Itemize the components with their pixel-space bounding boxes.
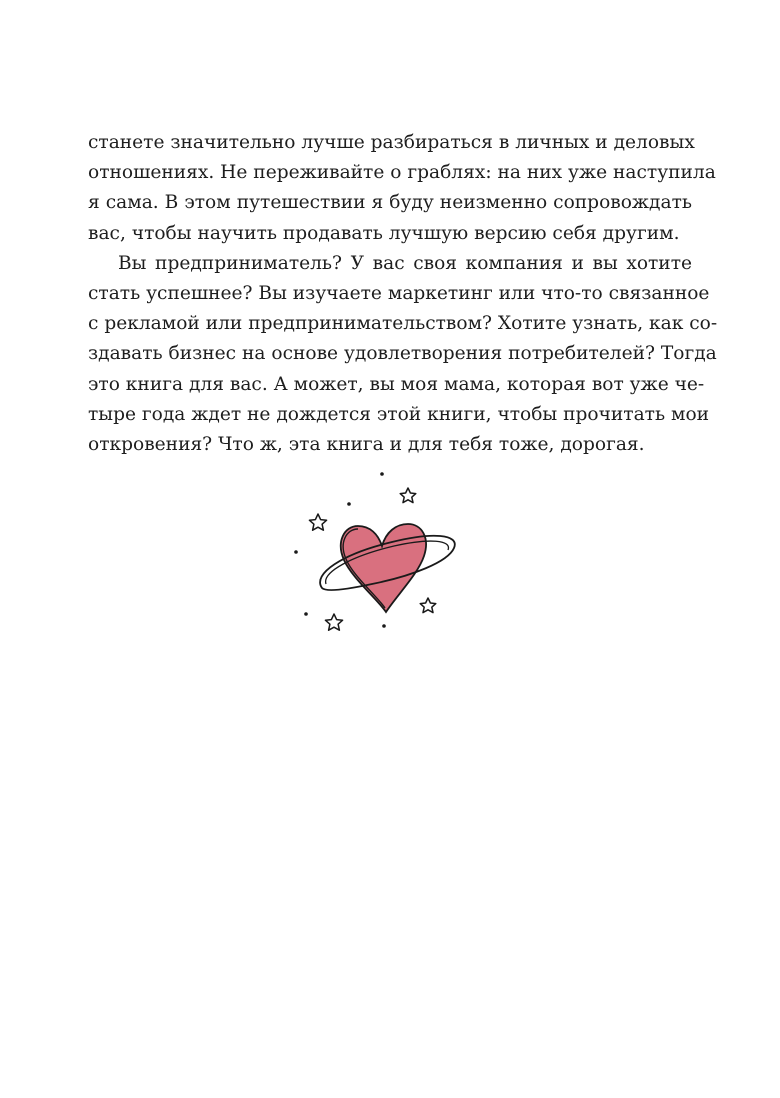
text-line: с рекламой или предпринимательством? Хотите узнать, как со- [88,313,718,335]
heart-planet-icon [282,462,462,642]
text-line: Вы предприниматель? У вас своя компания и вы хотите [118,252,692,274]
text-line: вас, чтобы научить продавать лучшую версию себя другим. [88,222,680,244]
star-icon [420,598,436,613]
text-line: это книга для вас. А может, вы моя мама, которая вот уже че- [88,373,705,395]
dot [382,624,386,628]
body-text [88,128,718,460]
dot [304,612,308,616]
text-line: здавать бизнес на основе удовлетворения потребителей? Тогда [88,343,717,365]
dot [294,550,298,554]
star-icon [400,488,416,503]
text-line: стать успешнее? Вы изучаете маркетинг или что-то связанное [88,283,710,305]
star-icon [309,514,326,530]
text-line: станете значительно лучше разбираться в личных и деловых [88,132,695,153]
text-line: я сама. В этом путешествии я буду неизменно сопровождать [88,192,692,214]
dot [380,472,384,476]
text-line: откровения? Что ж, эта книга и для тебя тоже, дорогая. [88,434,645,456]
paragraph-1 [88,128,716,249]
paragraph-2 [88,249,718,460]
star-icon [325,614,342,630]
text-line: отношениях. Не переживайте о граблях: на них уже наступила [88,162,716,184]
dot [347,502,351,506]
text-line: тыре года ждет не дождется этой книги, чтобы прочитать мои [88,403,710,425]
